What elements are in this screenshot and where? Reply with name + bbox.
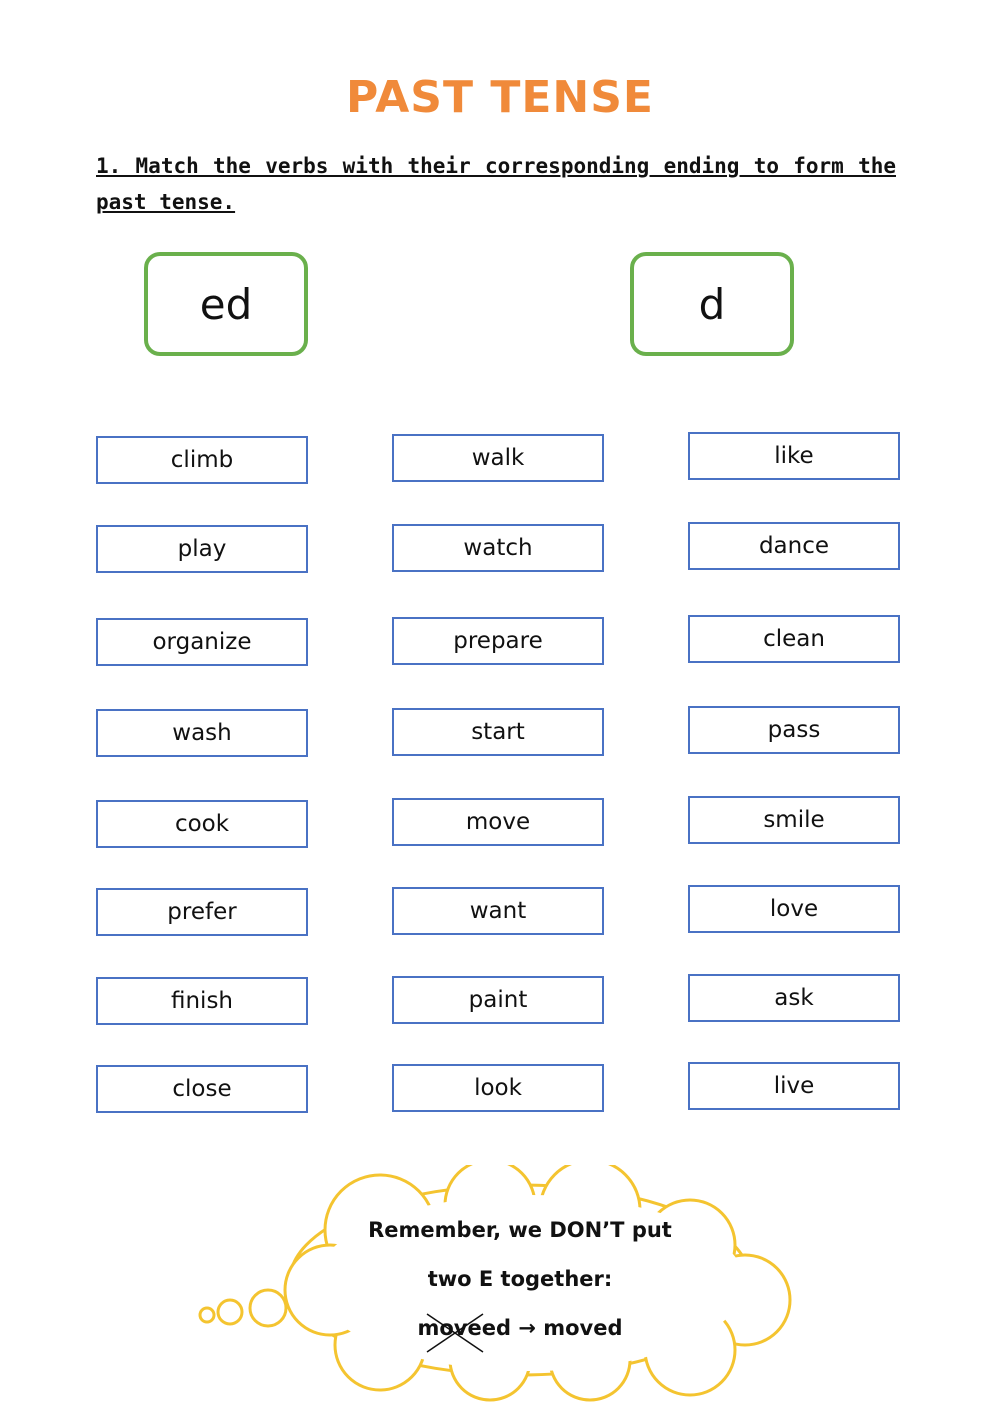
arrow-icon: → bbox=[518, 1316, 536, 1340]
reminder-example bbox=[340, 1316, 700, 1340]
reminder-line-2: two E together: bbox=[427, 1267, 613, 1291]
verb-card[interactable]: want bbox=[392, 887, 604, 935]
verb-card[interactable]: paint bbox=[392, 976, 604, 1024]
page-title: PAST TENSE bbox=[346, 72, 654, 123]
verb-card[interactable]: like bbox=[688, 432, 900, 480]
verb-card[interactable]: wash bbox=[96, 709, 308, 757]
verb-card[interactable]: cook bbox=[96, 800, 308, 848]
reminder-line-1: Remember, we DON’T put bbox=[368, 1218, 672, 1242]
verb-card[interactable]: close bbox=[96, 1065, 308, 1113]
verb-card[interactable]: prefer bbox=[96, 888, 308, 936]
verb-card[interactable]: look bbox=[392, 1064, 604, 1112]
instruction-text: 1. Match the verbs with their corresponding ending to form the past tense. bbox=[96, 154, 896, 214]
verb-card[interactable]: pass bbox=[688, 706, 900, 754]
verb-card[interactable]: walk bbox=[392, 434, 604, 482]
verb-card[interactable]: play bbox=[96, 525, 308, 573]
verb-card[interactable]: ask bbox=[688, 974, 900, 1022]
verb-card[interactable]: finish bbox=[96, 977, 308, 1025]
ending-box-d[interactable]: d bbox=[630, 252, 794, 356]
cross-out-icon bbox=[425, 1312, 485, 1356]
verb-card[interactable]: love bbox=[688, 885, 900, 933]
verb-card[interactable]: start bbox=[392, 708, 604, 756]
verb-card[interactable]: organize bbox=[96, 618, 308, 666]
verb-card[interactable]: watch bbox=[392, 524, 604, 572]
verb-card[interactable]: live bbox=[688, 1062, 900, 1110]
verb-card[interactable]: prepare bbox=[392, 617, 604, 665]
verb-card[interactable]: climb bbox=[96, 436, 308, 484]
verb-card[interactable]: dance bbox=[688, 522, 900, 570]
correct-spelling: moved bbox=[543, 1316, 623, 1340]
verb-card[interactable]: move bbox=[392, 798, 604, 846]
ending-box-ed[interactable]: ed bbox=[144, 252, 308, 356]
wrong-spelling: moveed bbox=[417, 1316, 511, 1340]
verb-card[interactable]: clean bbox=[688, 615, 900, 663]
verb-card[interactable]: smile bbox=[688, 796, 900, 844]
